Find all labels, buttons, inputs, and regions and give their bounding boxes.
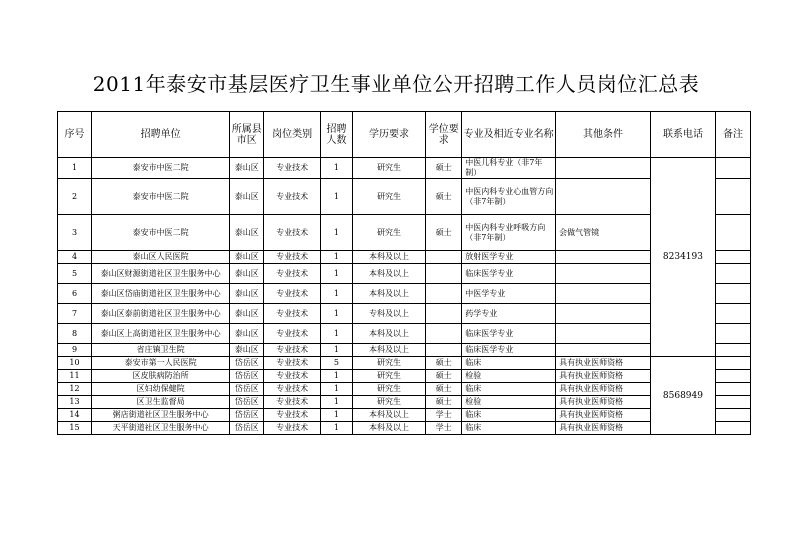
cell-category: 专业技术 [264, 409, 321, 422]
cell-district: 岱岳区 [230, 383, 264, 396]
col-header-district: 所属县市区 [230, 112, 264, 158]
cell-unit: 区卫生监督局 [92, 396, 230, 409]
table-row [58, 158, 751, 179]
table-row [58, 215, 751, 251]
cell-degree [426, 251, 462, 264]
col-header-unit: 招聘单位 [92, 112, 230, 158]
cell-seq: 3 [58, 215, 92, 251]
cell-seq: 1 [58, 158, 92, 179]
cell-district: 岱岳区 [230, 357, 264, 370]
cell-seq: 2 [58, 179, 92, 215]
col-header-degree: 学位要求 [426, 112, 462, 158]
cell-other [556, 304, 651, 324]
cell-count: 1 [320, 422, 352, 435]
cell-phone: 8234193 [650, 158, 715, 357]
cell-education: 专科及以上 [352, 304, 425, 324]
table-row [58, 264, 751, 284]
cell-district: 岱岳区 [230, 422, 264, 435]
cell-unit: 泰安市中医二院 [92, 158, 230, 179]
cell-count: 1 [320, 370, 352, 383]
col-header-category: 岗位类别 [264, 112, 321, 158]
cell-unit: 粥店街道社区卫生服务中心 [92, 409, 230, 422]
cell-seq: 6 [58, 284, 92, 304]
cell-count: 1 [320, 158, 352, 179]
cell-district: 泰山区 [230, 284, 264, 304]
cell-other [556, 264, 651, 284]
cell-education: 本科及以上 [352, 422, 425, 435]
cell-degree: 硕士 [426, 370, 462, 383]
cell-category: 专业技术 [264, 396, 321, 409]
col-header-phone: 联系电话 [650, 112, 715, 158]
cell-education: 研究生 [352, 215, 425, 251]
cell-category: 专业技术 [264, 284, 321, 304]
cell-other: 具有执业医师资格 [556, 422, 651, 435]
cell-degree: 学士 [426, 409, 462, 422]
cell-count: 1 [320, 264, 352, 284]
cell-major: 临床 [462, 383, 556, 396]
cell-remark [715, 215, 750, 251]
cell-other [556, 158, 651, 179]
col-header-education: 学历要求 [352, 112, 425, 158]
table-row [58, 370, 751, 383]
cell-major: 放射医学专业 [462, 251, 556, 264]
cell-seq: 15 [58, 422, 92, 435]
cell-seq: 14 [58, 409, 92, 422]
cell-unit: 泰安市中医二院 [92, 215, 230, 251]
cell-seq: 5 [58, 264, 92, 284]
cell-education: 本科及以上 [352, 284, 425, 304]
cell-unit: 天平街道社区卫生服务中心 [92, 422, 230, 435]
cell-degree [426, 324, 462, 344]
cell-district: 泰山区 [230, 344, 264, 357]
cell-degree [426, 264, 462, 284]
cell-category: 专业技术 [264, 383, 321, 396]
col-header-seq: 序号 [58, 112, 92, 158]
cell-count: 1 [320, 383, 352, 396]
cell-remark [715, 370, 750, 383]
cell-unit: 省庄镇卫生院 [92, 344, 230, 357]
cell-count: 1 [320, 284, 352, 304]
cell-degree: 硕士 [426, 215, 462, 251]
cell-major: 临床医学专业 [462, 344, 556, 357]
cell-district: 泰山区 [230, 215, 264, 251]
cell-count: 1 [320, 179, 352, 215]
table-row [58, 344, 751, 357]
cell-education: 研究生 [352, 179, 425, 215]
cell-category: 专业技术 [264, 344, 321, 357]
cell-category: 专业技术 [264, 422, 321, 435]
cell-seq: 12 [58, 383, 92, 396]
cell-remark [715, 304, 750, 324]
cell-other [556, 179, 651, 215]
cell-category: 专业技术 [264, 264, 321, 284]
cell-remark [715, 158, 750, 179]
cell-district: 泰山区 [230, 158, 264, 179]
cell-education: 研究生 [352, 383, 425, 396]
cell-count: 5 [320, 357, 352, 370]
cell-remark [715, 264, 750, 284]
col-header-remark: 备注 [715, 112, 750, 158]
cell-remark [715, 284, 750, 304]
cell-district: 泰山区 [230, 264, 264, 284]
cell-count: 1 [320, 251, 352, 264]
cell-remark [715, 422, 750, 435]
cell-other: 具有执业医师资格 [556, 370, 651, 383]
cell-other: 具有执业医师资格 [556, 383, 651, 396]
cell-category: 专业技术 [264, 215, 321, 251]
cell-other [556, 344, 651, 357]
cell-other [556, 324, 651, 344]
table-row [58, 251, 751, 264]
cell-major: 检验 [462, 396, 556, 409]
page-title: 2011年泰安市基层医疗卫生事业单位公开招聘工作人员岗位汇总表 [92, 72, 700, 96]
cell-major: 临床医学专业 [462, 264, 556, 284]
table-row [58, 357, 751, 370]
cell-district: 泰山区 [230, 179, 264, 215]
cell-seq: 9 [58, 344, 92, 357]
cell-major: 中医儿科专业（非7年制） [462, 158, 556, 179]
cell-category: 专业技术 [264, 304, 321, 324]
cell-count: 1 [320, 344, 352, 357]
cell-category: 专业技术 [264, 324, 321, 344]
cell-unit: 区妇幼保健院 [92, 383, 230, 396]
table-row [58, 383, 751, 396]
header-row [58, 112, 751, 158]
cell-remark [715, 409, 750, 422]
cell-category: 专业技术 [264, 357, 321, 370]
cell-education: 本科及以上 [352, 409, 425, 422]
cell-seq: 13 [58, 396, 92, 409]
table-row [58, 396, 751, 409]
cell-education: 本科及以上 [352, 324, 425, 344]
cell-unit: 泰山区岱庙街道社区卫生服务中心 [92, 284, 230, 304]
table-row [58, 422, 751, 435]
cell-district: 岱岳区 [230, 409, 264, 422]
cell-count: 1 [320, 304, 352, 324]
cell-remark [715, 357, 750, 370]
cell-major: 中医内科专业心血管方向（非7年制） [462, 179, 556, 215]
cell-remark [715, 179, 750, 215]
cell-district: 岱岳区 [230, 396, 264, 409]
cell-degree [426, 344, 462, 357]
cell-other: 具有执业医师资格 [556, 409, 651, 422]
cell-remark [715, 344, 750, 357]
cell-seq: 4 [58, 251, 92, 264]
table-row [58, 409, 751, 422]
cell-degree: 硕士 [426, 396, 462, 409]
cell-count: 1 [320, 409, 352, 422]
cell-district: 泰山区 [230, 251, 264, 264]
cell-major: 中医内科专业呼吸方向（非7年制） [462, 215, 556, 251]
cell-major: 临床医学专业 [462, 324, 556, 344]
cell-other: 具有执业医师资格 [556, 396, 651, 409]
cell-major: 临床 [462, 409, 556, 422]
table-row [58, 179, 751, 215]
cell-major: 检验 [462, 370, 556, 383]
cell-degree: 硕士 [426, 158, 462, 179]
cell-unit: 泰山区泰前街道社区卫生服务中心 [92, 304, 230, 324]
cell-degree: 硕士 [426, 383, 462, 396]
cell-district: 泰山区 [230, 304, 264, 324]
cell-unit: 泰安市中医二院 [92, 179, 230, 215]
cell-category: 专业技术 [264, 158, 321, 179]
cell-degree [426, 304, 462, 324]
cell-phone: 8568949 [650, 357, 715, 435]
cell-education: 研究生 [352, 370, 425, 383]
cell-unit: 区皮肤病防治所 [92, 370, 230, 383]
cell-major: 中医学专业 [462, 284, 556, 304]
cell-degree: 硕士 [426, 179, 462, 215]
cell-remark [715, 251, 750, 264]
cell-education: 研究生 [352, 158, 425, 179]
cell-unit: 泰山区人民医院 [92, 251, 230, 264]
cell-major: 临床 [462, 422, 556, 435]
cell-count: 1 [320, 396, 352, 409]
cell-seq: 7 [58, 304, 92, 324]
cell-unit: 泰安市第一人民医院 [92, 357, 230, 370]
col-header-other: 其他条件 [556, 112, 651, 158]
cell-remark [715, 396, 750, 409]
cell-district: 泰山区 [230, 324, 264, 344]
cell-category: 专业技术 [264, 251, 321, 264]
table-row [58, 304, 751, 324]
cell-degree: 学士 [426, 422, 462, 435]
cell-count: 1 [320, 215, 352, 251]
cell-seq: 8 [58, 324, 92, 344]
cell-education: 本科及以上 [352, 251, 425, 264]
cell-other: 会做气管镜 [556, 215, 651, 251]
cell-unit: 泰山区上高街道社区卫生服务中心 [92, 324, 230, 344]
cell-major: 临床 [462, 357, 556, 370]
cell-count: 1 [320, 324, 352, 344]
cell-education: 研究生 [352, 357, 425, 370]
col-header-major: 专业及相近专业名称 [462, 112, 556, 158]
cell-other: 具有执业医师资格 [556, 357, 651, 370]
cell-degree [426, 284, 462, 304]
cell-category: 专业技术 [264, 370, 321, 383]
cell-other [556, 284, 651, 304]
table-row [58, 284, 751, 304]
cell-seq: 11 [58, 370, 92, 383]
cell-education: 本科及以上 [352, 264, 425, 284]
cell-remark [715, 324, 750, 344]
cell-degree: 硕士 [426, 357, 462, 370]
cell-seq: 10 [58, 357, 92, 370]
cell-unit: 泰山区财源街道社区卫生服务中心 [92, 264, 230, 284]
cell-category: 专业技术 [264, 179, 321, 215]
cell-education: 本科及以上 [352, 344, 425, 357]
cell-major: 药学专业 [462, 304, 556, 324]
cell-other [556, 251, 651, 264]
cell-district: 岱岳区 [230, 370, 264, 383]
col-header-count: 招聘人数 [320, 112, 352, 158]
cell-education: 研究生 [352, 396, 425, 409]
cell-remark [715, 383, 750, 396]
table-row [58, 324, 751, 344]
job-table [57, 111, 751, 435]
